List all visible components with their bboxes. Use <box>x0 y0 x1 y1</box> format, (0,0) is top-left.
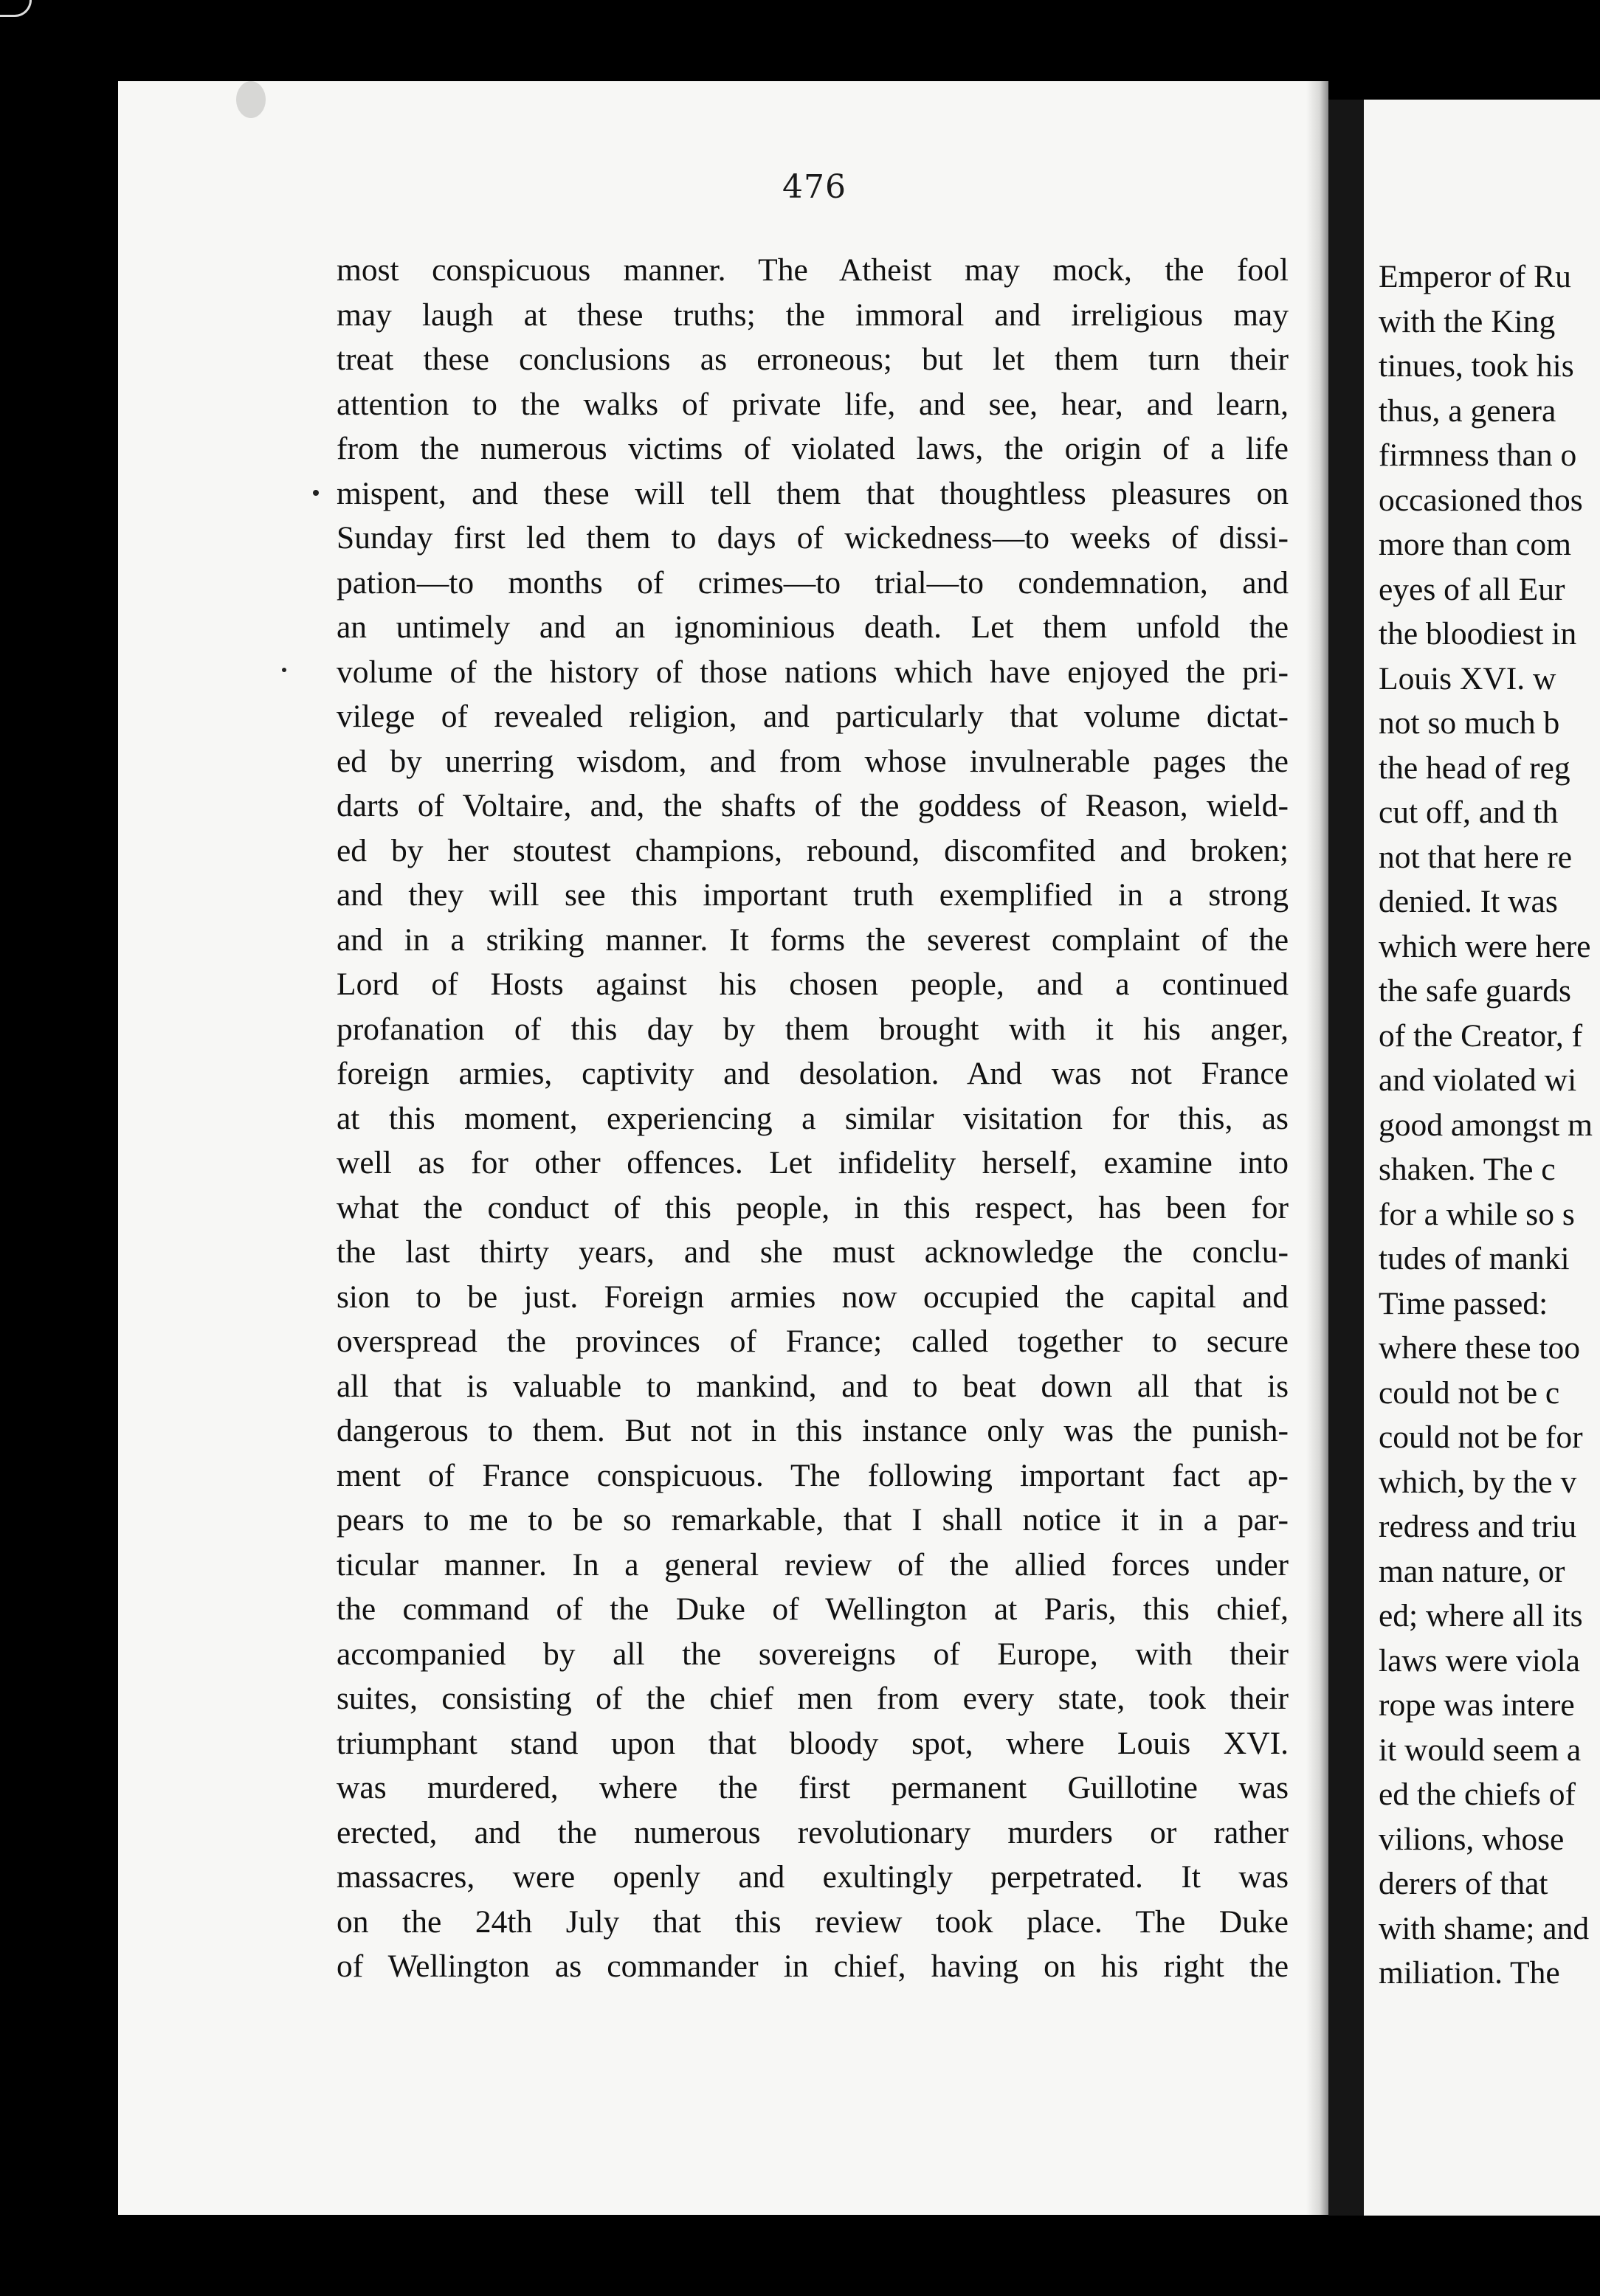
text-line: and in a striking manner. It forms the severest complaint of the <box>337 921 1289 958</box>
text-line: pation—to months of crimes—to trial—to condemnation, and <box>337 564 1289 601</box>
text-line: the safe guards <box>1379 973 1571 1009</box>
text-line: cut off, and th <box>1379 795 1559 830</box>
text-line: not that here re <box>1379 839 1573 875</box>
text-line: mispent, and these will tell them that thoughtless pleasures on <box>337 475 1289 511</box>
text-line: Lord of Hosts against his chosen people, and a continued <box>337 967 1289 1002</box>
text-line: for a while so s <box>1379 1196 1575 1232</box>
left-page-body-text <box>337 248 1289 1989</box>
text-line: with shame; and <box>1379 1910 1590 1946</box>
text-line: and they will see this important truth exemplified in a strong <box>337 877 1289 913</box>
text-line: Time passed: <box>1379 1285 1548 1321</box>
text-line: from the numerous victims of violated laws, the origin of a life <box>337 431 1289 466</box>
text-line: treat these conclusions as erroneous; but let them turn their <box>337 342 1289 377</box>
text-line: Louis XVI. w <box>1379 660 1556 696</box>
text-line: erected, and the numerous revolutionary murders or rather <box>337 1814 1289 1850</box>
text-line: which, by the v <box>1379 1464 1577 1500</box>
book-spine <box>1328 100 1364 2216</box>
scan-corner-mark <box>0 0 32 17</box>
text-line: denied. It was <box>1379 884 1558 919</box>
text-line: sion to be just. Foreign armies now occupied the capital and <box>337 1279 1289 1315</box>
text-line: what the conduct of this people, in this respect, has been for <box>337 1189 1289 1225</box>
text-line: tinues, took his <box>1379 348 1574 384</box>
text-line: the head of reg <box>1379 750 1570 786</box>
text-line: could not be c <box>1379 1375 1560 1411</box>
text-line: it would seem a <box>1379 1732 1582 1768</box>
text-line: an untimely and an ignominious death. Let them unfold the <box>337 609 1289 645</box>
text-line: may laugh at these truths; the immoral and irreligious may <box>337 297 1289 333</box>
text-line: tudes of manki <box>1379 1241 1570 1276</box>
text-line: ed by her stoutest champions, rebound, discomfited and broken; <box>337 832 1289 868</box>
page-gutter-shadow <box>1306 81 1328 2215</box>
text-line: dangerous to them. But not in this instance only was the punish- <box>337 1413 1289 1448</box>
text-line: triumphant stand upon that bloody spot, where Louis XVI. <box>337 1725 1289 1761</box>
text-line: most conspicuous manner. The Atheist may mock, the fool <box>337 252 1289 288</box>
text-line: ment of France conspicuous. The following important fact ap- <box>337 1457 1289 1493</box>
text-line: shaken. The c <box>1379 1152 1556 1187</box>
text-line: and violated wi <box>1379 1062 1577 1098</box>
margin-mark <box>313 490 319 496</box>
text-line: all that is valuable to mankind, and to beat down all that is <box>337 1368 1289 1404</box>
page-smudge <box>236 81 266 118</box>
text-line: darts of Voltaire, and, the shafts of the goddess of Reason, wield- <box>337 788 1289 823</box>
text-line: ed the chiefs of <box>1379 1777 1576 1812</box>
text-line: massacres, were openly and exultingly perpetrated. It was <box>337 1859 1289 1895</box>
text-line: miliation. The <box>1379 1955 1560 1991</box>
text-line: foreign armies, captivity and desolation. And was not France <box>337 1056 1289 1091</box>
page-number: 476 <box>782 168 846 206</box>
text-line: ticular manner. In a general review of the allied forces under <box>337 1546 1289 1583</box>
text-line: which were here <box>1379 928 1591 964</box>
text-line: where these too <box>1379 1330 1580 1366</box>
text-line: not so much b <box>1379 705 1560 741</box>
text-line: more than com <box>1379 527 1571 562</box>
text-line: vilege of revealed religion, and particularly that volume dictat- <box>337 699 1289 734</box>
text-line: pears to me to be so remarkable, that I shall notice it in a par- <box>337 1502 1289 1538</box>
text-line: volume of the history of those nations which have enjoyed the pri- <box>337 654 1289 690</box>
text-line: attention to the walks of private life, and see, hear, and learn, <box>337 386 1289 422</box>
text-line: eyes of all Eur <box>1379 571 1565 607</box>
text-line: good amongst m <box>1379 1107 1593 1143</box>
text-line: on the 24th July that this review took place. The Duke <box>337 1903 1289 1940</box>
text-line: the last thirty years, and she must acknowledge the conclu- <box>337 1234 1289 1270</box>
text-line: of the Creator, f <box>1379 1017 1583 1054</box>
text-line: laws were viola <box>1379 1642 1580 1678</box>
text-line: the command of the Duke of Wellington at Paris, this chief, <box>337 1591 1289 1627</box>
text-line: overspread the provinces of France; called together to secure <box>337 1324 1289 1359</box>
text-line: could not be for <box>1379 1420 1583 1455</box>
text-line: of Wellington as commander in chief, having on his right the <box>337 1949 1289 1984</box>
text-line: was murdered, where the first permanent Guillotine was <box>337 1770 1289 1805</box>
text-line: profanation of this day by them brought with it his anger, <box>337 1011 1289 1047</box>
text-line: suites, consisting of the chief men from every state, took their <box>337 1681 1289 1716</box>
margin-mark <box>282 668 286 672</box>
text-line: occasioned thos <box>1379 482 1583 518</box>
text-line: firmness than o <box>1379 438 1577 473</box>
text-line: with the King <box>1379 303 1556 339</box>
text-line: well as for other offences. Let infidelity herself, examine into <box>337 1145 1289 1180</box>
text-line: redress and triu <box>1379 1509 1577 1544</box>
text-line: vilions, whose <box>1379 1821 1565 1857</box>
text-line: at this moment, experiencing a similar visitation for this, as <box>337 1100 1289 1136</box>
text-line: thus, a genera <box>1379 393 1556 429</box>
text-line: accompanied by all the sovereigns of Europe, with their <box>337 1636 1289 1672</box>
text-line: derers of that <box>1379 1866 1548 1901</box>
right-page-body-text <box>1379 255 1600 1996</box>
text-line: Emperor of Ru <box>1379 259 1571 294</box>
text-line: the bloodiest in <box>1379 616 1577 651</box>
text-line: ed by unerring wisdom, and from whose invulnerable pages the <box>337 743 1289 779</box>
text-line: Sunday first led them to days of wickedness—to weeks of dissi- <box>337 520 1289 556</box>
text-line: rope was intere <box>1379 1687 1575 1723</box>
text-line: ed; where all its <box>1379 1598 1583 1633</box>
text-line: man nature, or <box>1379 1553 1565 1589</box>
